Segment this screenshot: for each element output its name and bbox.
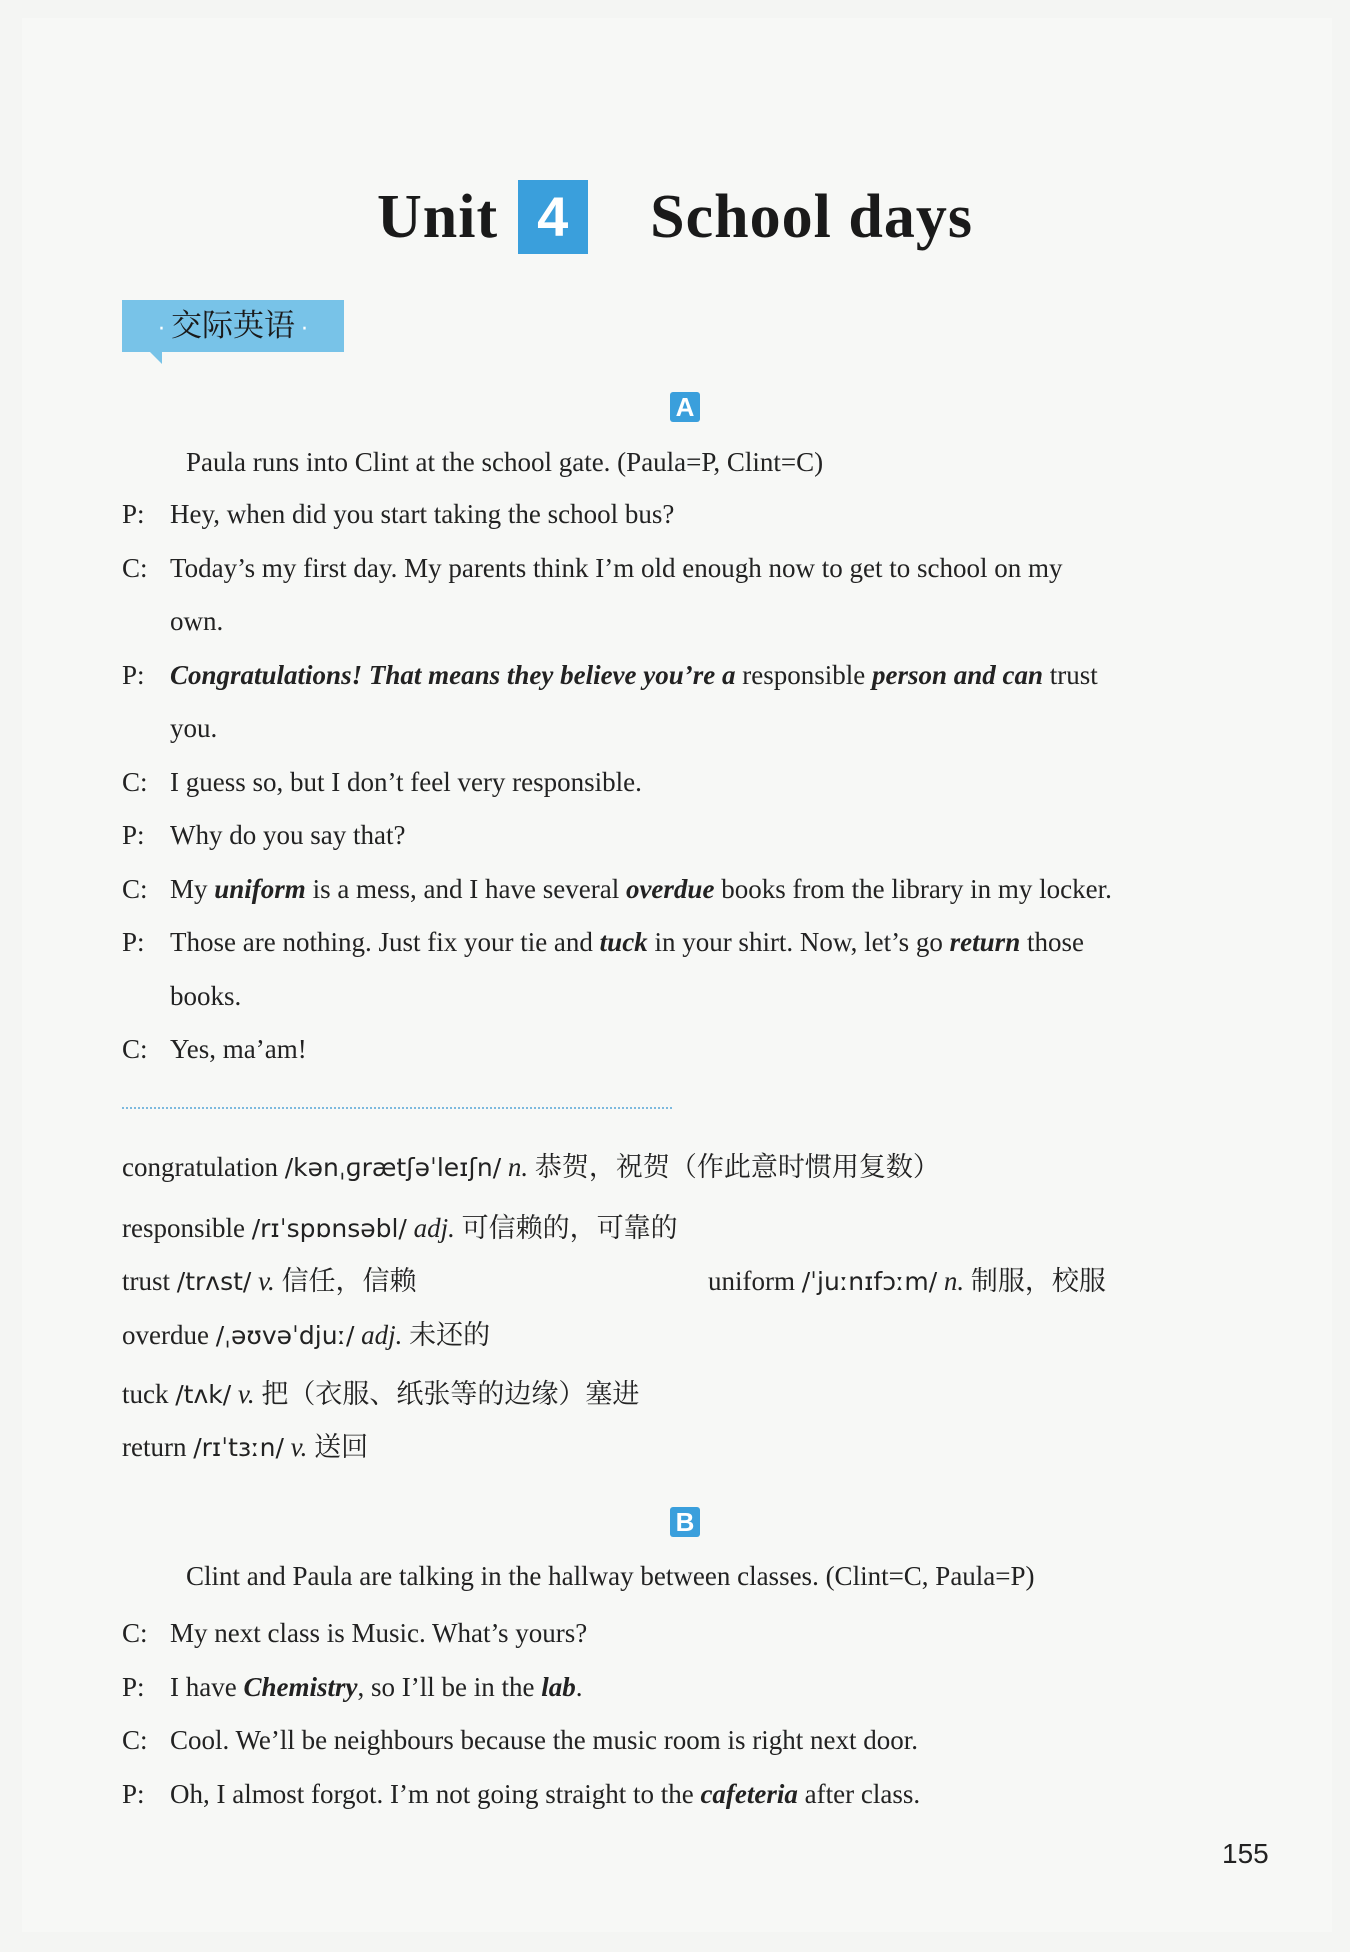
divider [122,1107,672,1109]
line-text: Yes, ma’am! [170,1034,307,1064]
speaker-label: C: [122,873,148,904]
vocab-pos: v. [258,1266,275,1296]
vocab-pos: adj. [413,1213,455,1243]
speaker-label: P: [122,1778,145,1809]
dialogue-line [122,649,1252,702]
vocab-entry [122,1206,678,1245]
line-text: books. [170,980,242,1011]
line-text: . [575,1671,583,1702]
line-text: Oh, I almost forgot. I’m not going straight to the [170,1778,701,1809]
vocab-entry [122,1425,368,1464]
line-text: I guess so, but I don’t feel very responsible. [170,766,642,797]
section-banner [122,300,344,352]
dot-icon: · [158,317,165,342]
line-text: you. [170,713,218,743]
vocab-word: return [122,1432,187,1462]
dialogue-line [122,1661,1252,1714]
dialogue-line [122,1714,1252,1767]
line-text: trust [1049,659,1098,690]
keyword: Congratulations [170,659,352,690]
unit-label: Unit [377,183,499,251]
vocab-ipa: /rɪˈspɒnsəbl/ [251,1214,407,1243]
line-text: is a mess, and I have several [305,873,626,904]
section-a-intro: Paula runs into Clint at the school gate. (Paula=P, Clint=C) [186,447,824,477]
line-text: I have [170,1671,244,1702]
vocab-pos: v. [290,1432,308,1462]
line-text: in your shirt. Now, let’s go [647,927,950,957]
section-a-marker: A [670,392,700,422]
vocab-entry [122,1259,417,1298]
keyword: lab [541,1671,576,1702]
vocab-meaning: 未还的 [409,1320,491,1351]
line-text: those [1020,927,1084,957]
section-banner-label: 交际英语 [171,308,295,344]
vocab-word: trust [122,1266,171,1296]
keyword: person and can [865,659,1050,690]
line-text: Those are nothing. Just fix your tie and [170,927,600,957]
vocab-pos: n. [507,1152,529,1182]
line-text: , so I’ll be in the [357,1671,542,1702]
dot-icon: · [301,317,308,342]
vocab-meaning: 恭贺，祝贺（作此意时惯用复数） [534,1152,940,1183]
line-text: Cool. We’ll be neighbours because the music room is right next door. [170,1725,918,1755]
speaker-label: C: [122,1725,148,1755]
line-text: own. [170,606,224,636]
speaker-label: P: [122,499,145,529]
vocab-meaning: 信任，信赖 [281,1266,417,1297]
dialogue-line [122,542,1252,595]
vocab-word: tuck [122,1379,169,1409]
section-b-marker: B [670,1507,700,1537]
vocab-meaning: 送回 [314,1432,369,1463]
dialogue-line [122,756,1252,809]
vocab-ipa: /ˈjuːnɪfɔːm/ [801,1267,938,1296]
page-number: 155 [1222,1838,1269,1869]
unit-number-badge: 4 [518,180,588,254]
vocab-pos: v. [237,1379,255,1409]
keyword: ! That means they believe you’re a [351,659,743,690]
speaker-label: P: [122,1671,145,1702]
line-text: My [170,873,215,904]
line-text: Hey, when did you start taking the school bus? [170,499,675,529]
speaker-label: C: [122,766,148,797]
line-text: Today’s my first day. My parents think I’m old enough now to get to school on my [170,552,1063,583]
section-b-intro: Clint and Paula are talking in the hallway between classes. (Clint=C, Paula=P) [186,1561,1035,1591]
line-text: responsible [742,659,866,690]
keyword: tuck [599,927,648,957]
vocab-word: responsible [122,1213,245,1243]
speaker-label: C: [122,1618,148,1648]
vocab-entry [122,1313,490,1352]
vocab-ipa: /rɪˈtɜːn/ [193,1433,284,1462]
banner-tail [148,350,162,364]
vocab-entry [122,1372,639,1411]
keyword: Chemistry [243,1671,358,1702]
vocab-ipa: /kənˌɡrætʃəˈleɪʃn/ [284,1153,502,1182]
vocab-meaning: 制服，校服 [970,1266,1106,1297]
speaker-label: C: [122,1034,148,1064]
dialogue-line [122,1023,1252,1076]
speaker-label: C: [122,552,148,583]
speaker-label: P: [122,820,145,850]
dialogue-line [122,1768,1252,1821]
line-text: Why do you say that? [170,820,406,850]
vocab-ipa: /tʌk/ [175,1380,232,1409]
vocab-entry [122,1145,940,1184]
vocab-word: uniform [708,1266,795,1296]
unit-title-text: School days [650,183,973,251]
speaker-label: P: [122,659,145,690]
dialogue-line [122,863,1252,916]
vocab-ipa: /trʌst/ [176,1267,252,1296]
line-text: My next class is Music. What’s yours? [170,1618,588,1648]
unit-title [0,182,1350,260]
vocab-meaning: 把（衣服、纸张等的边缘）塞进 [261,1379,640,1410]
vocab-word: congratulation [122,1152,278,1182]
vocab-meaning: 可信赖的，可靠的 [461,1213,678,1244]
dialogue-line [122,488,1252,541]
dialogue-line [122,916,1252,969]
dialogue-line [170,595,1300,648]
dialogue-line [122,1607,1252,1660]
speaker-label: P: [122,927,145,957]
line-text: after class. [797,1778,921,1809]
line-text: books from the library in my locker. [714,873,1112,904]
dialogue-line [170,970,1300,1023]
dialogue-line [170,702,1300,755]
vocab-ipa: /ˌəʊvəˈdjuː/ [215,1321,355,1350]
vocab-word: overdue [122,1320,209,1350]
keyword: overdue [625,873,715,904]
vocab-pos: n. [943,1266,965,1296]
keyword: cafeteria [700,1778,798,1809]
keyword: uniform [214,873,306,904]
vocab-pos: adj. [361,1320,403,1350]
vocab-entry [708,1259,1106,1298]
dialogue-line [122,809,1252,862]
keyword: return [949,927,1021,957]
